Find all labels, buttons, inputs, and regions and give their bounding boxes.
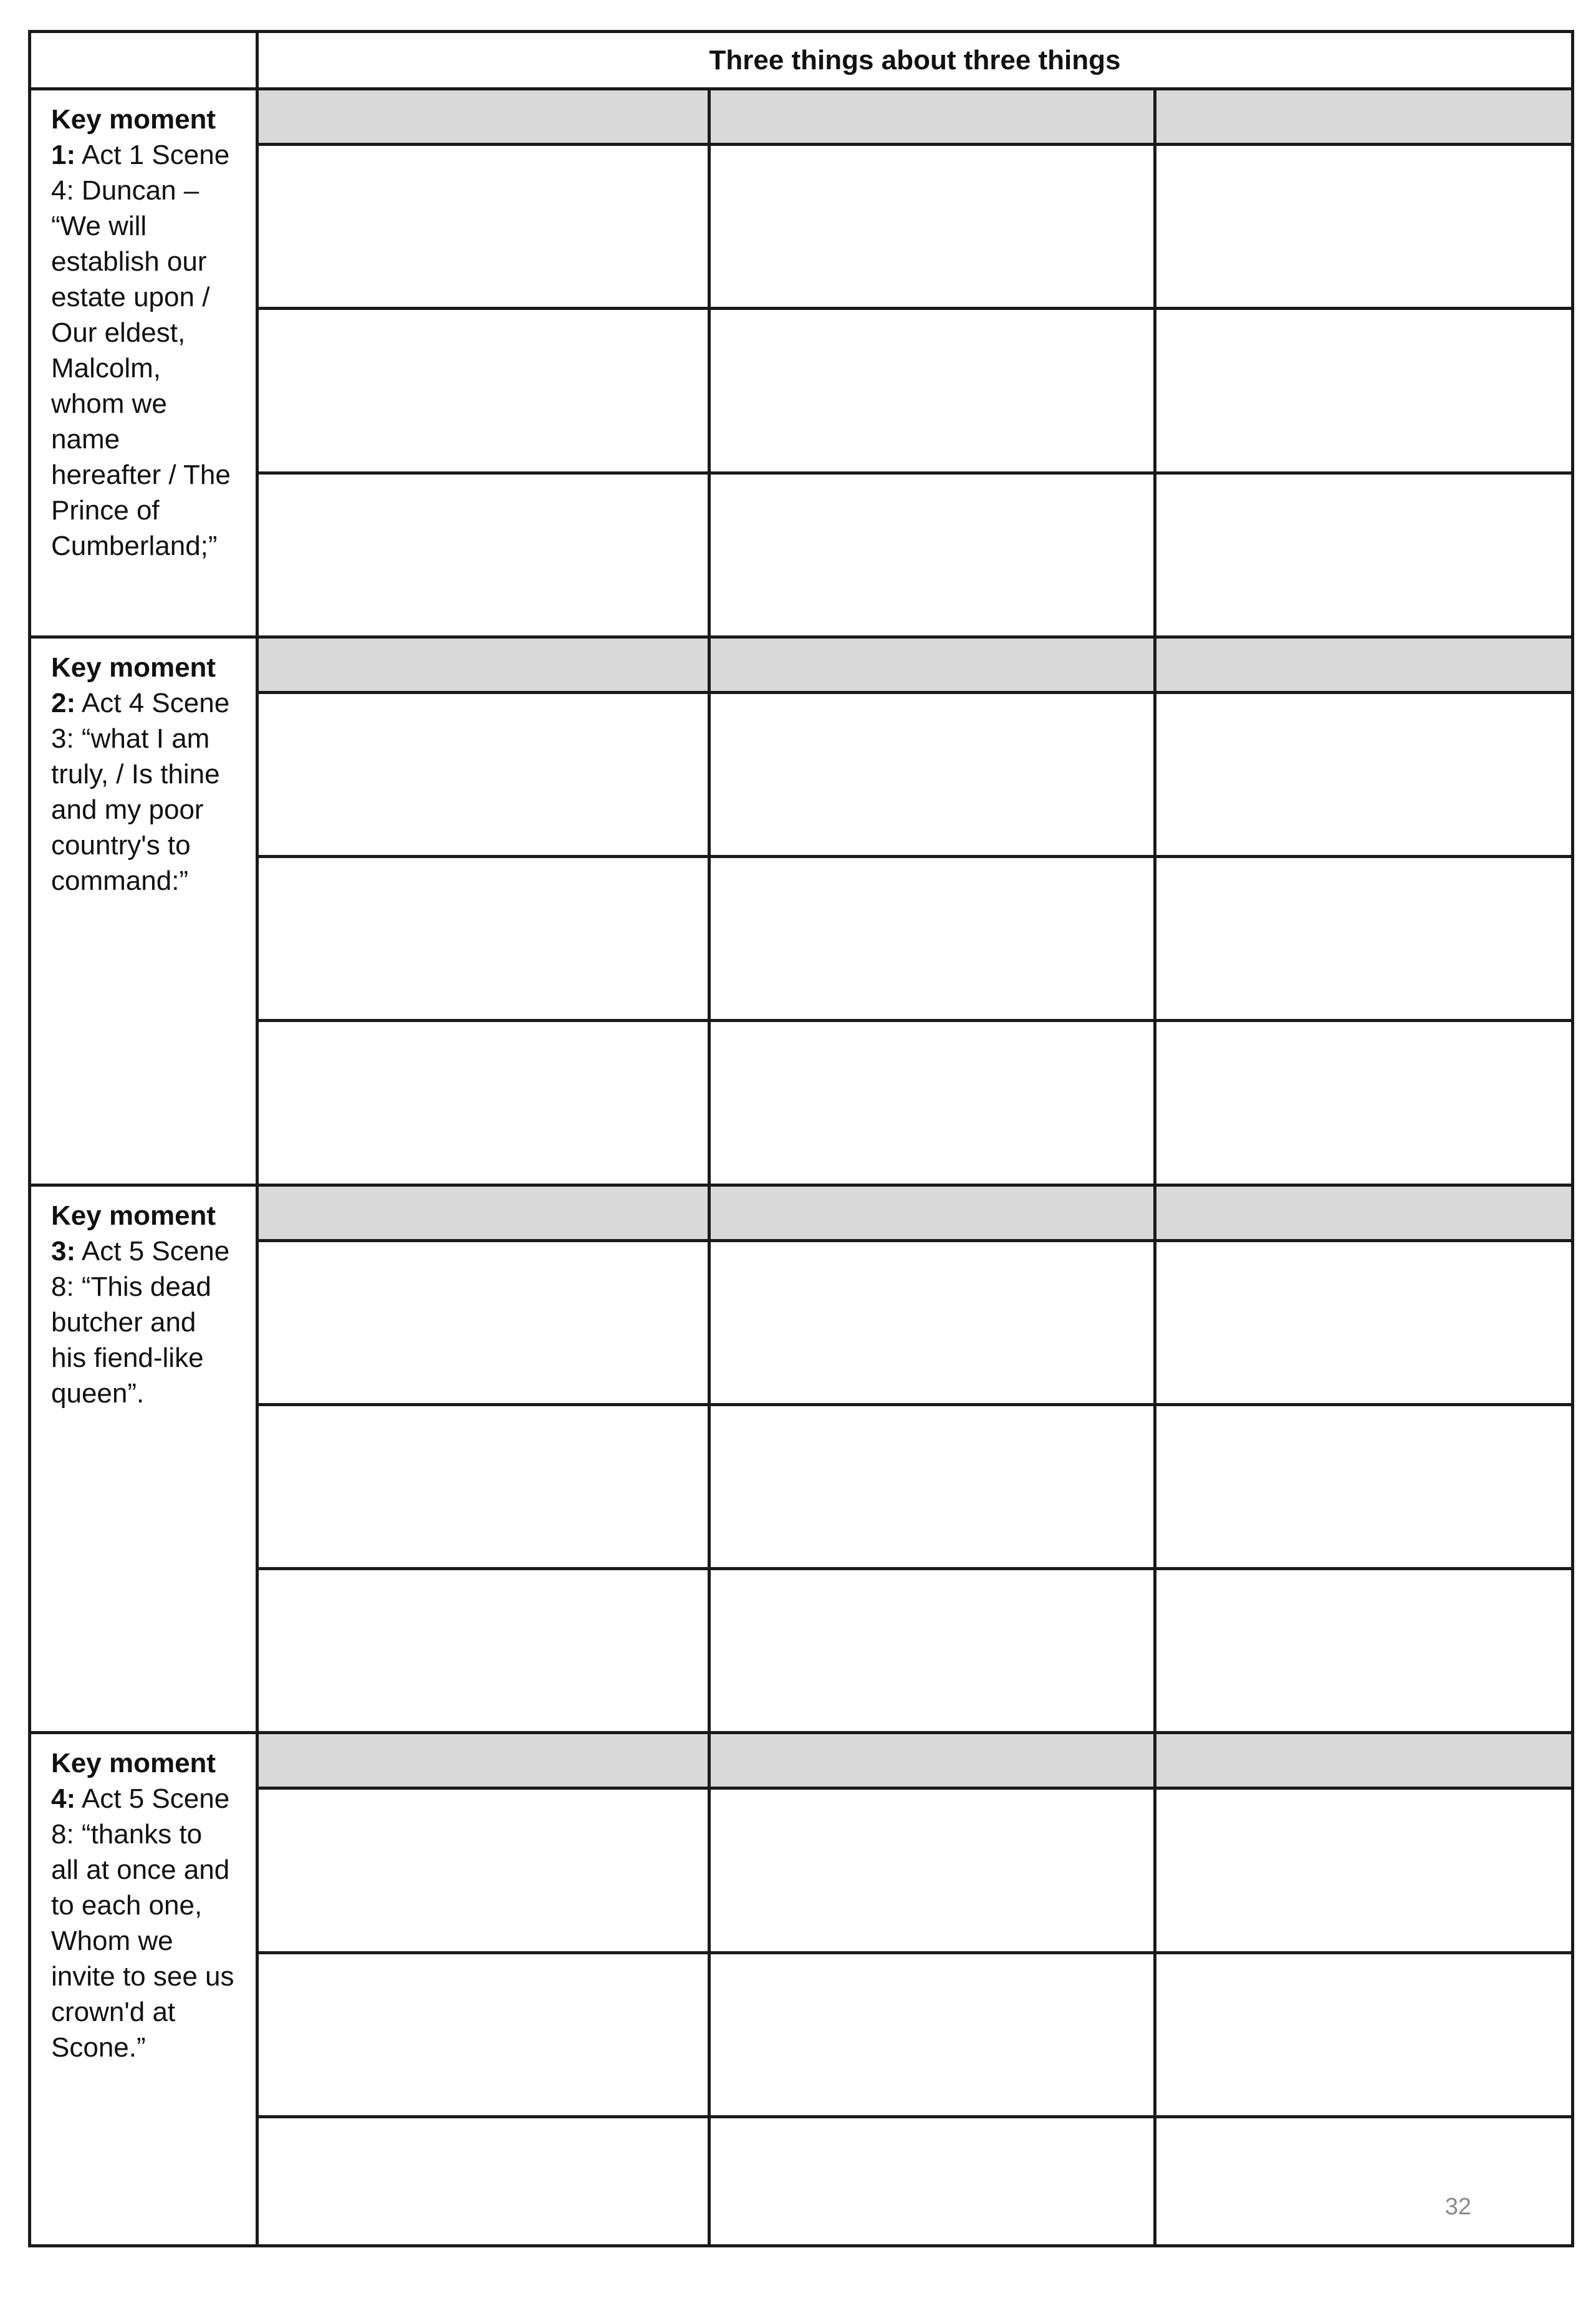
answer-row — [30, 1404, 1573, 1568]
key-moment-quote: Act 5 Scene 8: “thanks to all at once and to each one, Whom we invite to see us crown'd at Scone.” — [51, 1783, 234, 2063]
answer-row — [30, 309, 1573, 473]
key-moment-number: 4: — [51, 1783, 76, 1815]
heading-cell[interactable] — [709, 89, 1155, 145]
three-things-table — [28, 30, 1574, 2247]
key-moment-3-label — [30, 1185, 257, 1733]
answer-cell[interactable] — [257, 2116, 709, 2246]
last-cell-inner — [1156, 2118, 1571, 2244]
answer-cell-last[interactable] — [1155, 2116, 1573, 2246]
key-moment-title: Key moment — [51, 104, 216, 135]
answer-cell[interactable] — [257, 1788, 709, 1952]
answer-row — [30, 1569, 1573, 1733]
heading-cell[interactable] — [257, 1185, 709, 1240]
key-moment-number: 3: — [51, 1235, 76, 1266]
key-moment-2-header-row — [30, 637, 1573, 692]
answer-cell[interactable] — [709, 1240, 1155, 1404]
answer-cell[interactable] — [709, 473, 1155, 637]
answer-cell[interactable] — [1155, 857, 1573, 1021]
answer-cell[interactable] — [709, 692, 1155, 856]
key-moment-title: Key moment — [51, 652, 216, 683]
key-moment-quote: Act 5 Scene 8: “This dead butcher and his fiend-like queen”. — [51, 1235, 230, 1409]
heading-cell[interactable] — [1155, 637, 1573, 692]
key-moment-quote: Act 4 Scene 3: “what I am truly, / Is thine and my poor country's to command:” — [51, 687, 230, 896]
table-title: Three things about three things — [257, 32, 1573, 89]
key-moment-number: 2: — [51, 687, 76, 718]
answer-cell[interactable] — [257, 145, 709, 309]
key-moment-number: 1: — [51, 140, 76, 171]
answer-row — [30, 1952, 1573, 2116]
heading-cell[interactable] — [1155, 1185, 1573, 1240]
answer-cell[interactable] — [1155, 1952, 1573, 2116]
answer-cell[interactable] — [1155, 145, 1573, 309]
answer-cell[interactable] — [257, 1952, 709, 2116]
heading-cell[interactable] — [1155, 89, 1573, 145]
heading-cell[interactable] — [709, 637, 1155, 692]
table-header-row — [30, 32, 1573, 89]
key-moment-4-header-row — [30, 1733, 1573, 1788]
answer-cell[interactable] — [1155, 1404, 1573, 1568]
answer-cell[interactable] — [257, 1240, 709, 1404]
key-moment-2-label — [30, 637, 257, 1185]
header-corner-cell — [30, 32, 257, 89]
answer-row — [30, 1240, 1573, 1404]
answer-row — [30, 692, 1573, 856]
answer-cell[interactable] — [1155, 309, 1573, 473]
answer-cell[interactable] — [709, 1569, 1155, 1733]
heading-cell[interactable] — [1155, 1733, 1573, 1788]
answer-cell[interactable] — [709, 1404, 1155, 1568]
answer-cell[interactable] — [709, 857, 1155, 1021]
page-number: 32 — [1445, 2194, 1472, 2220]
answer-cell[interactable] — [257, 857, 709, 1021]
answer-row — [30, 857, 1573, 1021]
answer-cell[interactable] — [1155, 1569, 1573, 1733]
key-moment-title: Key moment — [51, 1200, 216, 1231]
answer-cell[interactable] — [709, 145, 1155, 309]
answer-cell[interactable] — [709, 309, 1155, 473]
answer-cell[interactable] — [257, 1021, 709, 1185]
answer-row — [30, 2116, 1573, 2246]
answer-cell[interactable] — [1155, 1240, 1573, 1404]
answer-cell[interactable] — [1155, 1788, 1573, 1952]
heading-cell[interactable] — [257, 89, 709, 145]
answer-row — [30, 1021, 1573, 1185]
heading-cell[interactable] — [709, 1185, 1155, 1240]
answer-row — [30, 473, 1573, 637]
key-moment-1-label — [30, 89, 257, 637]
answer-cell[interactable] — [1155, 692, 1573, 856]
key-moment-3-header-row — [30, 1185, 1573, 1240]
answer-cell[interactable] — [257, 1569, 709, 1733]
answer-row — [30, 145, 1573, 309]
answer-cell[interactable] — [709, 1952, 1155, 2116]
heading-cell[interactable] — [257, 1733, 709, 1788]
key-moment-1-header-row — [30, 89, 1573, 145]
key-moment-quote: Act 1 Scene 4: Duncan – “We will establish our estate upon / Our eldest, Malcolm, whom we name hereafter / The Prince of Cumberland;” — [51, 140, 231, 562]
answer-row — [30, 1788, 1573, 1952]
heading-cell[interactable] — [257, 637, 709, 692]
answer-cell[interactable] — [257, 1404, 709, 1568]
answer-cell[interactable] — [709, 1788, 1155, 1952]
heading-cell[interactable] — [709, 1733, 1155, 1788]
answer-cell[interactable] — [257, 692, 709, 856]
answer-cell[interactable] — [709, 1021, 1155, 1185]
answer-cell[interactable] — [257, 473, 709, 637]
key-moment-4-label — [30, 1733, 257, 2246]
answer-cell[interactable] — [709, 2116, 1155, 2246]
answer-cell[interactable] — [257, 309, 709, 473]
answer-cell[interactable] — [1155, 473, 1573, 637]
answer-cell[interactable] — [1155, 1021, 1573, 1185]
key-moment-title: Key moment — [51, 1748, 216, 1779]
